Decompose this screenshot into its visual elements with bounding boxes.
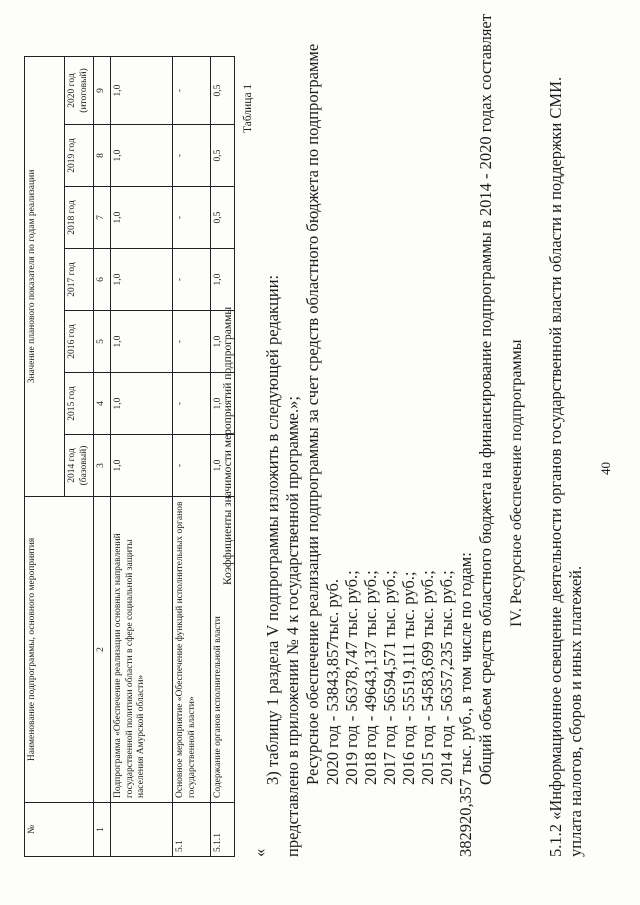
numbering-cell: 8	[93, 125, 110, 187]
row-value: 0,5	[210, 125, 234, 187]
row-value: 1,0	[210, 435, 234, 497]
numbering-cell: 1	[93, 803, 110, 857]
header-year: 2020 год (итоговый)	[65, 57, 94, 125]
funding-year-2020: 2020 год - 53843,857тыс. руб.	[323, 579, 342, 785]
funding-year-2015: 2015 год - 54583,699 тыс. руб.;	[418, 570, 437, 785]
table-caption: Коэффициенты значимости мероприятий подпрограммы	[222, 306, 234, 585]
table-label: Таблица 1	[242, 83, 254, 133]
row-value: 1,0	[110, 373, 172, 435]
row-value: 1,0	[110, 435, 172, 497]
table-row	[172, 57, 210, 857]
header-values: Значение планового показателя по годам реализации	[25, 57, 65, 497]
numbering-cell: 7	[93, 187, 110, 249]
row-value: 1,0	[110, 57, 172, 125]
funding-year-2019: 2019 год - 56378,747 тыс. руб.;	[342, 570, 361, 785]
row-value: 1,0	[110, 187, 172, 249]
header-year: 2017 год	[65, 249, 94, 311]
header-name: Наименование подпрограммы, основного мероприятия	[25, 497, 94, 803]
row-value: 0,5	[210, 57, 234, 125]
numbering-cell: 9	[93, 57, 110, 125]
header-no: №	[25, 803, 94, 857]
row-value: 1,0	[210, 311, 234, 373]
item-3-line: 3) таблицу 1 раздела V подпрограммы изложить в следующей редакции:	[263, 274, 282, 785]
quote-mark: «	[250, 848, 269, 857]
row-value: -	[172, 311, 210, 373]
row-value: 1,0	[110, 125, 172, 187]
numbering-cell: 5	[93, 311, 110, 373]
funding-year-2018: 2018 год - 49643,137 тыс. руб.;	[361, 570, 380, 785]
header-year: 2019 год	[65, 125, 94, 187]
row-value: -	[172, 373, 210, 435]
row-value: -	[172, 57, 210, 125]
resource-line-2: представлено в приложении № 4 к государственной программе.»;	[283, 396, 302, 857]
significance-table	[24, 56, 235, 857]
funding-year-2016: 2016 год - 55519,111 тыс. руб.;	[399, 571, 418, 785]
row-value: -	[172, 187, 210, 249]
row-value: 1,0	[210, 249, 234, 311]
numbering-cell: 6	[93, 249, 110, 311]
row-value: 0,5	[210, 187, 234, 249]
page-number: 40	[598, 462, 613, 475]
row-name: Содержание органов исполнительной власти	[210, 497, 234, 803]
funding-line-2: 382920,357 тыс. руб., в том числе по годам:	[456, 552, 475, 857]
row-no: 5.1	[172, 803, 210, 857]
funding-year-2017: 2017 год - 56594,571 тыс. руб.;	[380, 570, 399, 785]
resource-line-1: Ресурсное обеспечение реализации подпрограммы за счет средств областного бюджета по подпрограмме	[303, 43, 322, 785]
funding-line-1: Общий объем средств областного бюджета на финансирование подпрограммы в 2014 - 2020 годах составляет	[476, 14, 495, 785]
row-value: -	[172, 249, 210, 311]
row-no	[110, 803, 172, 857]
row-value: 1,0	[110, 249, 172, 311]
row-name: Подпрограмма «Обеспечение реализации основных направлений государственной политики области в сфере социальной защиты населения Амурской области»	[110, 497, 172, 803]
row-value: -	[172, 435, 210, 497]
numbering-cell: 2	[93, 497, 110, 803]
table-header-row-1	[25, 57, 65, 857]
row-no: 5.1.1	[210, 803, 234, 857]
header-year: 2014 год (базовый)	[65, 435, 94, 497]
header-year: 2016 год	[65, 311, 94, 373]
header-year: 2015 год	[65, 373, 94, 435]
row-value: 1,0	[110, 311, 172, 373]
header-year: 2018 год	[65, 187, 94, 249]
numbering-cell: 4	[93, 373, 110, 435]
funding-year-2014: 2014 год - 56357,235 тыс. руб.;	[437, 570, 456, 785]
table-row	[210, 57, 234, 857]
row-value: -	[172, 125, 210, 187]
row-value: 1,0	[210, 373, 234, 435]
table-row	[110, 57, 172, 857]
intro-line-1: уплата налогов, сборов и иных платежей.	[566, 565, 585, 857]
numbering-cell: 3	[93, 435, 110, 497]
section-heading: IV. Ресурсное обеспечение подпрограммы	[508, 339, 525, 627]
row-name: Основное мероприятие «Обеспечение функций исполнительных органов государственной власти»	[172, 497, 210, 803]
intro-line-2: 5.1.2 «Информационное освещение деятельности органов государственной власти области и поддержки СМИ.	[546, 76, 565, 857]
table-numbering-row	[93, 57, 110, 857]
